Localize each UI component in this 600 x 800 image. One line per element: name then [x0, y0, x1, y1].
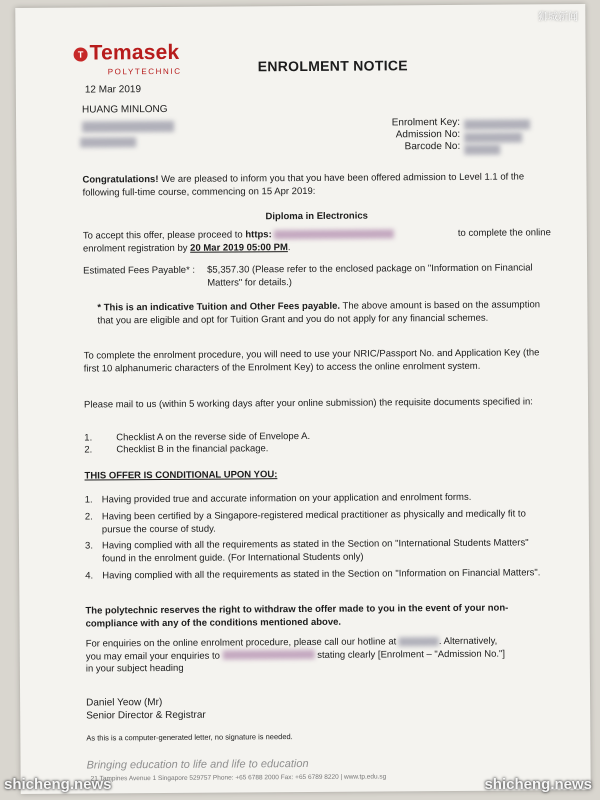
deadline-period: .	[287, 241, 291, 253]
congratulations-paragraph	[82, 171, 550, 199]
condition-item-4	[85, 567, 553, 598]
condition-text: Having provided true and accurate information on your application and enrolment forms.	[101, 491, 472, 506]
hotline-redacted	[399, 637, 439, 646]
top-watermark: 狮城新闻	[538, 12, 578, 23]
fees-label: Estimated Fees Payable* :	[83, 264, 196, 277]
logo-mark-icon: T	[74, 47, 88, 61]
barcode-no-label: Barcode No:	[404, 140, 461, 153]
enquiries-text-2: . Alternatively,	[438, 635, 498, 648]
fees-value	[207, 262, 551, 289]
indicative-bold: * This is an indicative Tuition and Other Fees payable.	[97, 300, 341, 314]
letter-paper	[15, 4, 590, 794]
congratulations-text: We are pleased to inform you that you have been offered admission to Level 1.1 of the following full-time course, commencing on 15 Apr 2019:	[82, 171, 525, 199]
link-redacted	[274, 229, 394, 239]
enrolment-by-text: enrolment registration by	[82, 242, 191, 255]
condition-text: Having complied with all the requirements as stated in the Section on "Information on Financial Matters".	[102, 567, 541, 582]
watermark-right: shicheng.news	[484, 776, 592, 793]
condition-item-3	[85, 537, 553, 568]
accept-text-tail: to complete the online	[457, 227, 551, 239]
letter-date: 12 Mar 2019	[84, 84, 142, 96]
checklist-num: 1.	[84, 432, 93, 444]
conditional-heading: THIS OFFER IS CONDITIONAL UPON YOU:	[84, 469, 278, 482]
indicative-text: The above amount is based on the assumption that you are eligible and opt for Tuition Grant and you do not apply for any financial schemes.	[97, 299, 541, 326]
computer-generated-note: As this is a computer-generated letter, no signature is needed.	[86, 732, 293, 743]
accept-text: To accept this offer, please proceed to	[82, 229, 246, 242]
course-name: Diploma in Electronics	[265, 210, 368, 223]
checklist-text: Checklist B in the financial package.	[116, 443, 269, 456]
enrolment-key-label: Enrolment Key:	[391, 116, 461, 129]
condition-text: Having been certified by a Singapore-registered medical practitioner as physically and medically fit to pursue the course of study.	[101, 508, 526, 535]
procedure-paragraph: To complete the enrolment procedure, you will need to use your NRIC/Passport No. and Application Key (the first 10 alphanumeric characters of the Enrolment Key) to access the online enrolment system.	[83, 347, 540, 375]
indicative-paragraph	[97, 299, 551, 327]
barcode-no-redacted	[464, 141, 500, 159]
footer-address: 21 Tampines Avenue 1 Singapore 529757 Phone: +65 6788 2000 Fax: +65 6789 8220 | www.tp.edu.sg	[90, 773, 387, 783]
email-redacted	[223, 650, 315, 660]
condition-text: Having complied with all the requirements as stated in the Section on "International Students Matters" found in the enrolment guide. (For International Students only)	[101, 537, 529, 564]
checklist-num: 2.	[84, 444, 93, 456]
fees-amount: $5,357.30	[207, 264, 250, 276]
recipient-name: HUANG MINLONG	[81, 103, 168, 116]
fees-note: (Please refer to the enclosed package on "Information on Financial Matters" for details.)	[207, 262, 533, 289]
condition-item-1	[85, 491, 553, 508]
enquiries-paragraph	[86, 635, 554, 676]
mail-paragraph: Please mail to us (within 5 working days after your online submission) the requisite documents specified in:	[83, 396, 533, 411]
enquiries-email-text-2: stating clearly [Enrolment – "Admission No."]	[314, 648, 506, 661]
deadline: 20 Mar 2019 05:00 PM	[190, 241, 288, 254]
admission-no-label: Admission No:	[395, 128, 461, 141]
signatory-name: Daniel Yeow (Mr)	[86, 696, 163, 709]
enquiries-email-text: you may email your enquiries to	[85, 650, 223, 663]
page-title: ENROLMENT NOTICE	[257, 57, 408, 75]
checklist-text: Checklist A on the reverse side of Envelope A.	[116, 430, 311, 444]
logo-subtitle: POLYTECHNIC	[107, 66, 182, 77]
reserve-paragraph: The polytechnic reserves the right to withdraw the offer made to you in the event of your non-compliance with any of the conditions mentioned above.	[85, 602, 509, 630]
accept-link[interactable]: https:	[245, 229, 272, 241]
footer-slogan: Bringing education to life and life to education	[86, 757, 309, 772]
condition-item-2	[85, 508, 553, 539]
enquiries-text: For enquiries on the online enrolment procedure, please call our hotline at	[85, 636, 399, 650]
signatory-title: Senior Director & Registrar	[86, 709, 206, 722]
congratulations-bold: Congratulations!	[82, 174, 159, 186]
condition-num: 2.	[84, 511, 93, 523]
accept-paragraph	[83, 227, 551, 255]
condition-num: 1.	[84, 494, 93, 506]
watermark-left: shicheng.news	[4, 776, 112, 793]
logo-name: Temasek	[89, 40, 180, 65]
condition-num: 4.	[85, 570, 94, 582]
enquiries-subject-text: in your subject heading	[85, 662, 184, 675]
recipient-address-redacted-2	[80, 133, 136, 151]
condition-num: 3.	[84, 540, 93, 552]
checklist-item-2	[84, 441, 552, 458]
